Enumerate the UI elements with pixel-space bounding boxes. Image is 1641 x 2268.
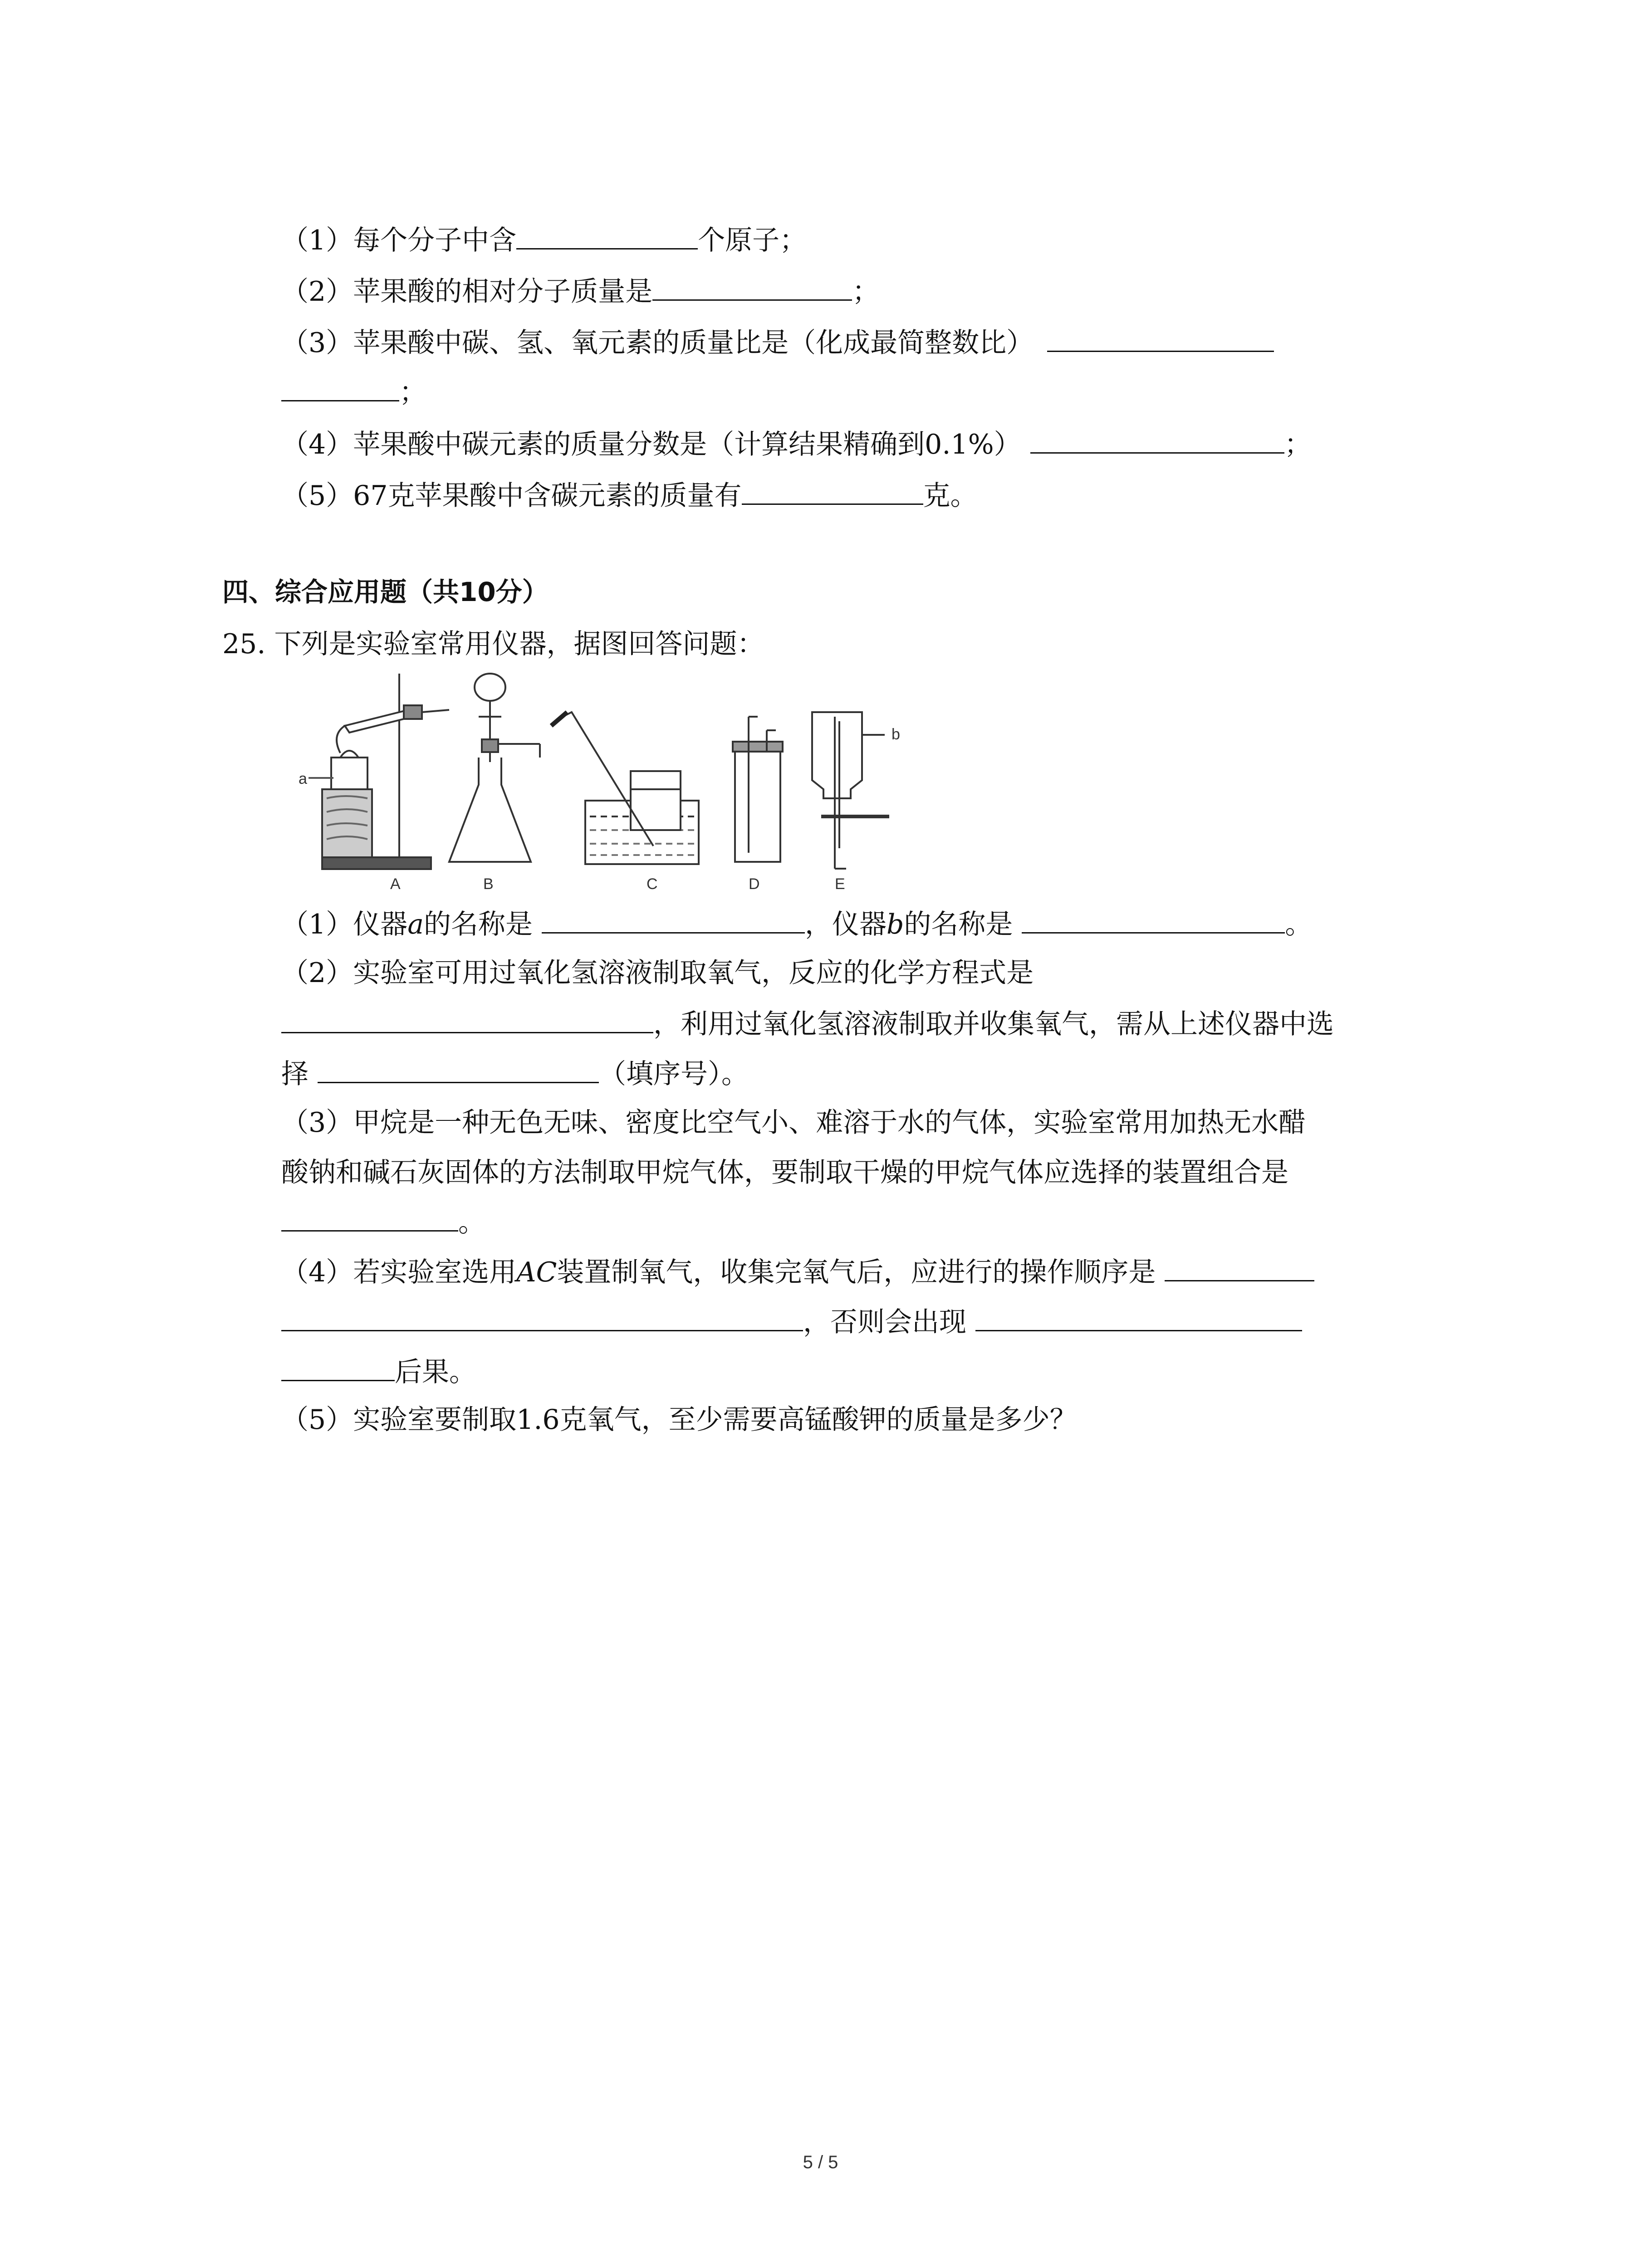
answer-blank[interactable] [652,271,852,301]
q25-part2-line1: （2）实验室可用过氧化氢溶液制取氧气，反应的化学方程式是 [281,957,1034,989]
apparatus-e [812,712,889,869]
answer-blank[interactable] [975,1302,1302,1331]
q25-part3-line2: 酸钠和碱石灰固体的方法制取甲烷气体，要制取干燥的甲烷气体应选择的装置组合是 [281,1157,1288,1188]
q24-item4-suffix: ； [1284,429,1312,460]
apparatus-b [449,674,540,862]
apparatus-c [551,712,699,864]
q25-part3-end: 。 [458,1207,485,1238]
var-ac: AC [516,1256,557,1288]
q24-item3-cont [281,372,426,413]
q25-part1-end: 。 [1285,909,1313,940]
apparatus-d [733,717,783,862]
answer-blank[interactable] [281,1202,458,1232]
answer-blank[interactable] [281,372,399,401]
q24-item5-suffix: 克。 [923,480,978,512]
q24-item3-text: （3）苹果酸中碳、氢、氧元素的质量比是（化成最简整数比） [281,327,1034,359]
answer-blank[interactable] [281,1352,395,1381]
q25-part1-text4: 的名称是 [904,909,1013,940]
answer-blank[interactable] [318,1054,599,1083]
q24-item3-suffix: ； [399,376,426,408]
q25-part2-line2 [281,1004,1334,1045]
q25-part3-line1: （3）甲烷是一种无色无味、密度比空气小、难溶于水的气体，实验室常用加热无水醋 [281,1107,1306,1139]
answer-blank[interactable] [1030,424,1284,454]
q25-part1-text: （1）仪器 [281,909,408,940]
section-title: 四、综合应用题（共10分） [222,577,549,607]
q24-item1 [281,220,807,261]
q25-part2-text: ，利用过氧化氢溶液制取并收集氧气，需从上述仪器中选 [653,1008,1334,1040]
answer-blank[interactable] [516,220,698,249]
q25-part1 [281,904,1312,945]
page-number: 5 / 5 [803,2152,838,2172]
q25-part4-text: （4）若实验室选用 [281,1256,517,1288]
q24-item1-text: （1）每个分子中含 [281,225,517,256]
q24-item1-suffix: 个原子； [698,225,807,256]
fig-label-b: B [483,875,494,893]
apparatus-a [309,674,449,869]
answer-blank[interactable] [742,475,923,505]
q25-part1-text2: 的名称是 [423,909,533,940]
fig-label-c: C [647,875,658,893]
q25-part5: （5）实验室要制取1.6克氧气，至少需要高锰酸钾的质量是多少？ [281,1404,1077,1436]
q24-item5 [281,475,978,516]
q25-part4-text2: 装置制氧气，收集完氧气后，应进行的操作顺序是 [557,1256,1156,1288]
apparatus-figure [277,667,921,894]
q25-part2-line3 [281,1054,749,1095]
q25-part4-end: 后果。 [395,1356,476,1388]
q24-item2-suffix: ； [852,276,880,308]
q24-item4-text: （4）苹果酸中碳元素的质量分数是（计算结果精确到0.1%） [281,429,1021,460]
fig-label-d: D [749,875,760,893]
q25-part2-end: （填序号）。 [599,1058,749,1090]
q24-item5-text: （5）67克苹果酸中含碳元素的质量有 [281,480,742,512]
fig-label-a: A [390,875,401,893]
q25-part4-line3 [281,1352,476,1393]
callout-a-label: a [299,770,307,787]
fig-label-e: E [835,875,845,893]
q24-item4 [281,424,1312,465]
answer-blank[interactable] [542,904,805,934]
answer-blank[interactable] [1022,904,1285,934]
answer-blank[interactable] [281,1004,653,1033]
var-a: a [407,909,424,940]
q24-item3 [281,323,1274,363]
callout-b-label: b [892,726,900,743]
q25-part4-line2 [281,1302,1302,1343]
answer-blank[interactable] [281,1302,803,1331]
q24-item2 [281,271,879,312]
answer-blank[interactable] [1047,323,1274,352]
answer-blank[interactable] [1165,1252,1314,1281]
q25-part1-text3: ，仪器 [804,909,887,940]
q24-item2-text: （2）苹果酸的相对分子质量是 [281,276,653,308]
q25-part2-text2: 择 [281,1058,309,1090]
q25-part3-line3 [281,1202,485,1243]
q25-part4-line1 [281,1252,1314,1293]
var-b: b [886,909,904,940]
q25-part4-text3: ，否则会出现 [803,1306,966,1338]
q25-stem: 25. 下列是实验室常用仪器，据图回答问题： [222,628,764,660]
